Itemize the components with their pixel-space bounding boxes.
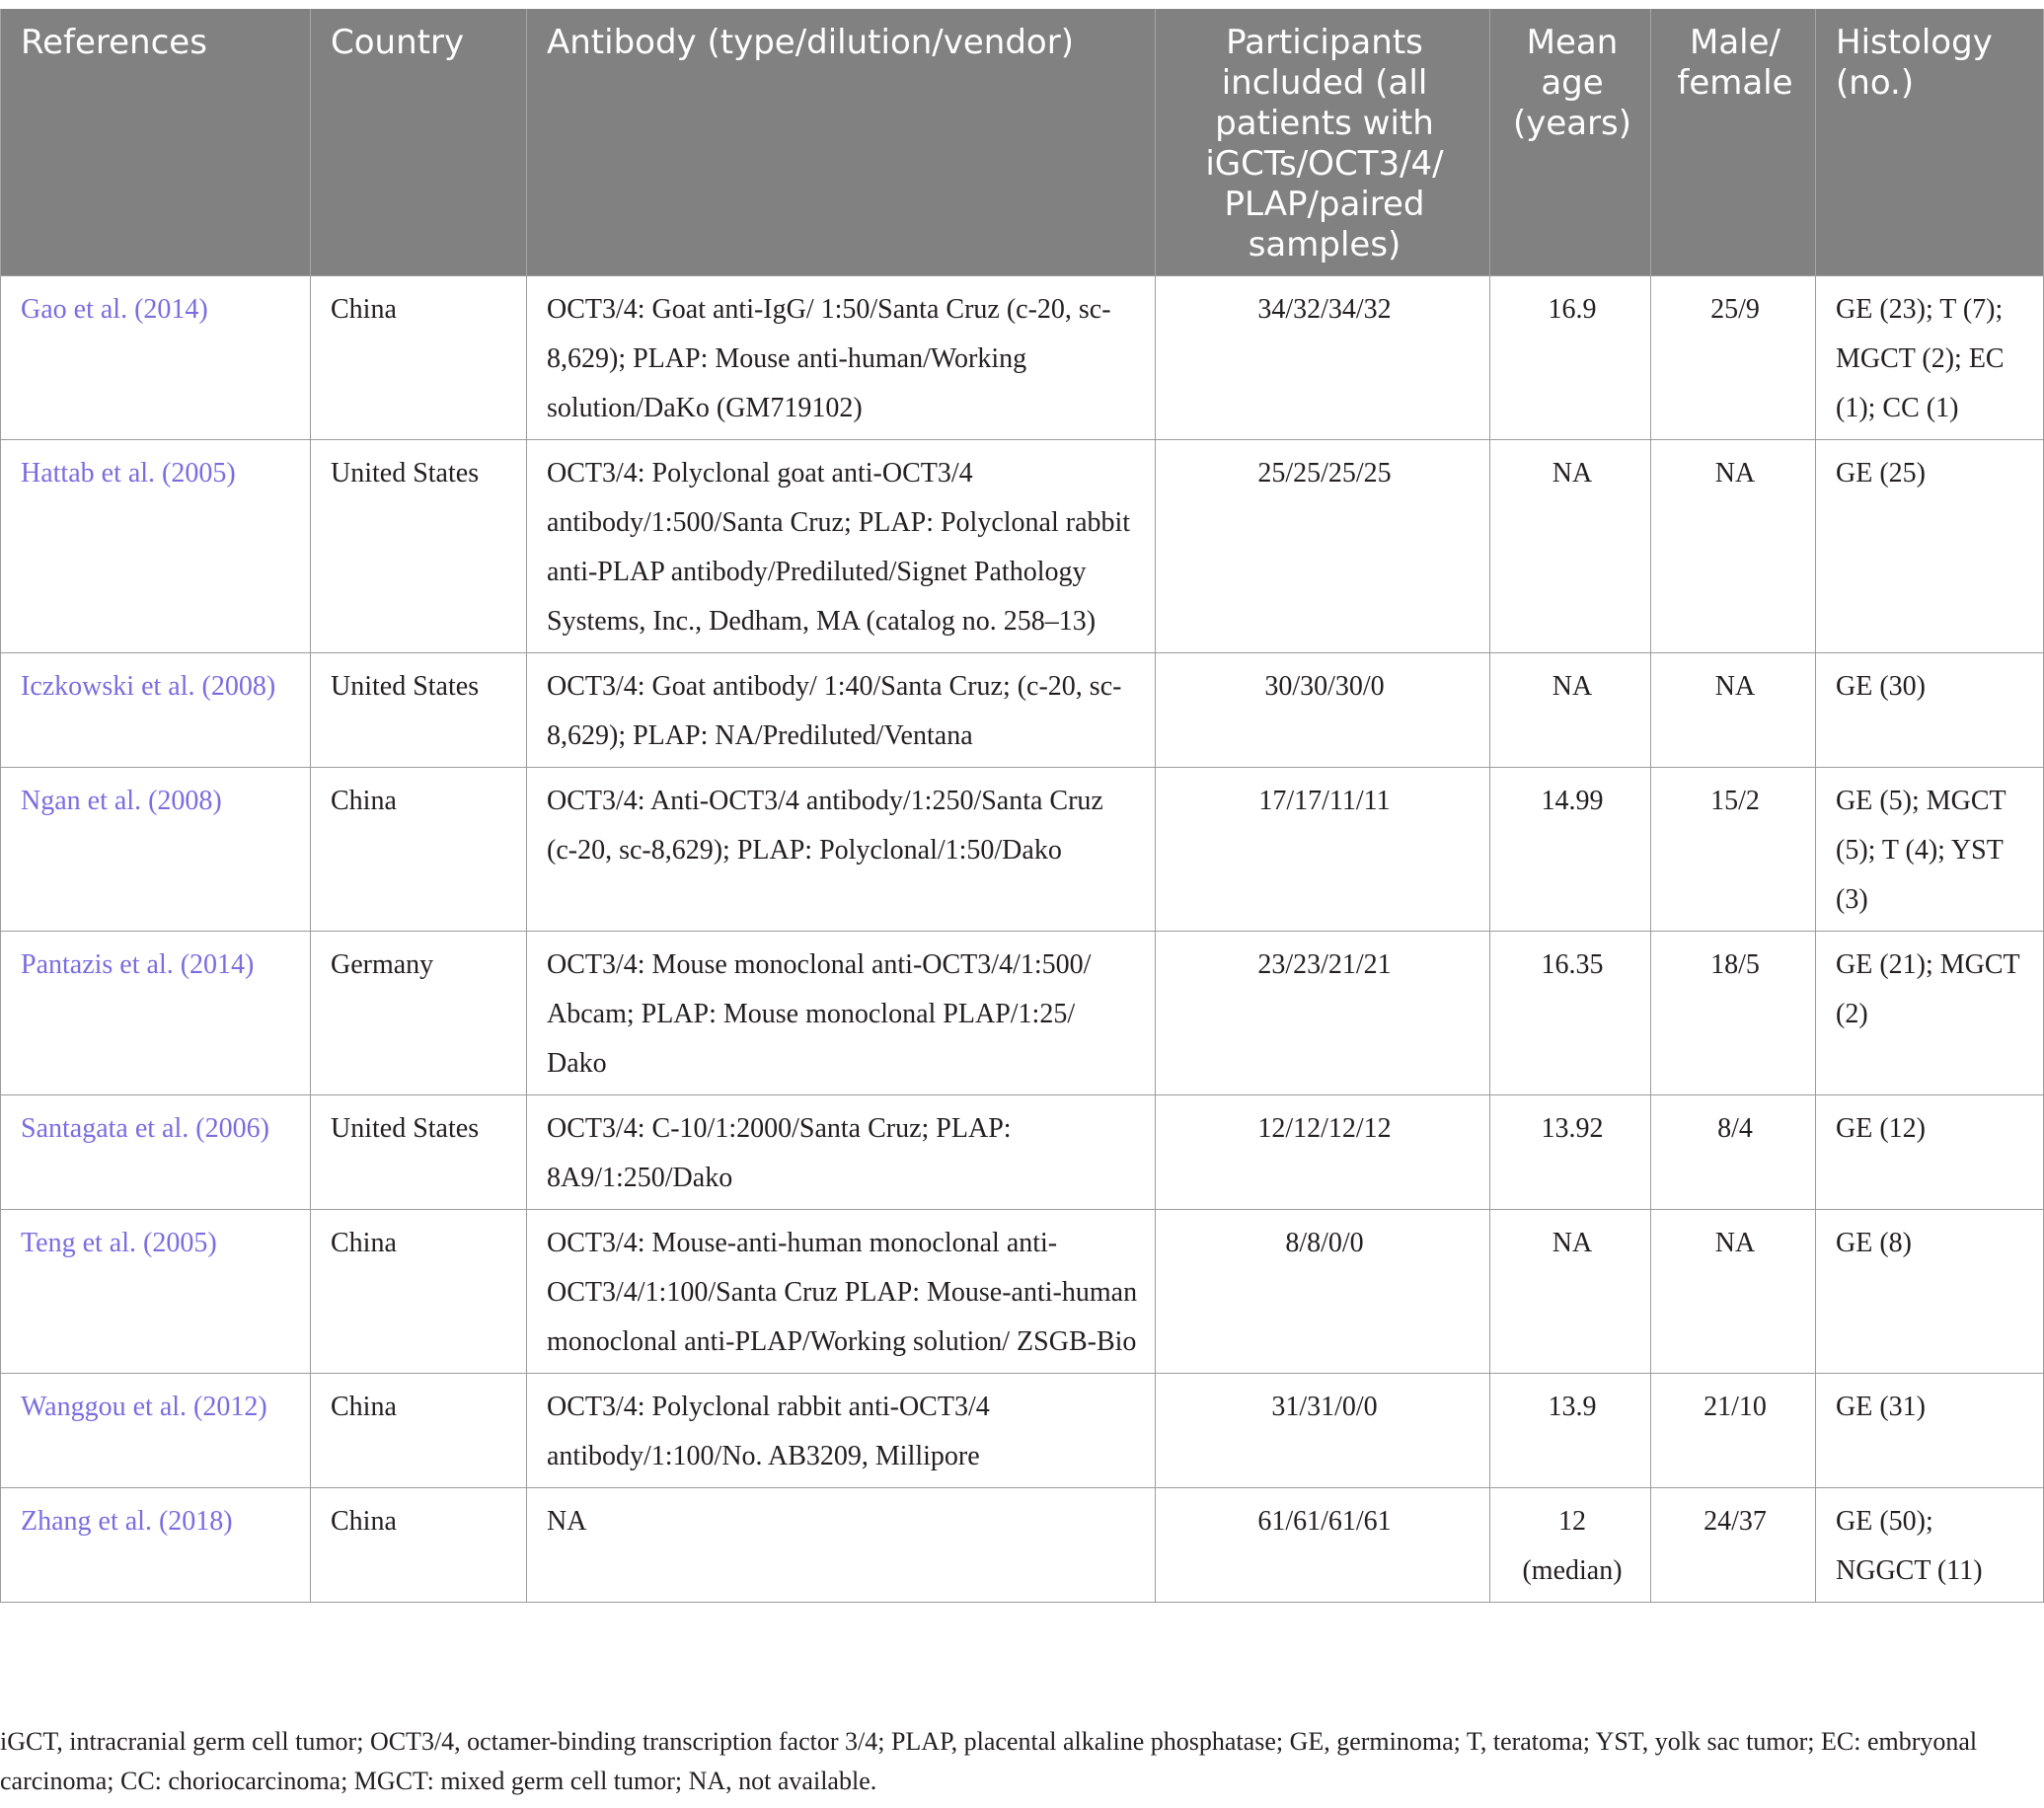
reference-link[interactable]: Hattab et al. (2005) <box>1 440 311 653</box>
mean-age-cell: 14.99 <box>1490 768 1651 932</box>
header-mean-age: Mean age (years) <box>1490 9 1651 276</box>
studies-table <box>0 9 2044 1603</box>
mean-age-cell: 13.9 <box>1490 1374 1651 1488</box>
male-female-cell: NA <box>1651 653 1816 768</box>
mean-age-cell: 16.9 <box>1490 276 1651 440</box>
table-row <box>1 1374 2044 1488</box>
reference-link[interactable]: Teng et al. (2005) <box>1 1210 311 1374</box>
reference-link[interactable]: Wanggou et al. (2012) <box>1 1374 311 1488</box>
header-participants: Participants included (all patients with iGCTs/OCT3/4/ PLAP/paired samples) <box>1156 9 1490 276</box>
country-cell: United States <box>311 440 527 653</box>
histology-cell: GE (50); NGGCT (11) <box>1816 1488 2044 1603</box>
participants-cell: 23/23/21/21 <box>1156 932 1490 1095</box>
antibody-cell: OCT3/4: Mouse-anti-human monoclonal anti-OCT3/4/1:100/Santa Cruz PLAP: Mouse-anti-human monoclonal anti-PLAP/Working solution/ ZSGB-Bio <box>527 1210 1156 1374</box>
reference-link[interactable]: Pantazis et al. (2014) <box>1 932 311 1095</box>
table-row <box>1 653 2044 768</box>
mean-age-cell: 13.92 <box>1490 1095 1651 1210</box>
antibody-cell: OCT3/4: Polyclonal goat anti-OCT3/4 antibody/1:500/Santa Cruz; PLAP: Polyclonal rabbit anti-PLAP antibody/Prediluted/Signet Pathology Systems, Inc., Dedham, MA (catalog no. 258–13) <box>527 440 1156 653</box>
participants-cell: 61/61/61/61 <box>1156 1488 1490 1603</box>
mean-age-cell: NA <box>1490 1210 1651 1374</box>
header-male-female: Male/ female <box>1651 9 1816 276</box>
country-cell: United States <box>311 653 527 768</box>
antibody-cell: OCT3/4: Goat antibody/ 1:40/Santa Cruz; (c-20, sc-8,629); PLAP: NA/Prediluted/Ventana <box>527 653 1156 768</box>
mean-age-cell: 16.35 <box>1490 932 1651 1095</box>
footnote-text: iGCT, intracranial germ cell tumor; OCT3/4, octamer-binding transcription factor 3/4; PLAP, placental alkaline phosphatase; GE, germinoma; T, teratoma; YST, yolk sac tumor; EC: embryonal carcinoma; CC: choriocarcinoma; MGCT: mixed germ cell tumor; NA, not available. <box>0 1727 1978 1795</box>
male-female-cell: 21/10 <box>1651 1374 1816 1488</box>
participants-cell: 31/31/0/0 <box>1156 1374 1490 1488</box>
mean-age-cell: NA <box>1490 653 1651 768</box>
table-row <box>1 1095 2044 1210</box>
histology-cell: GE (30) <box>1816 653 2044 768</box>
reference-link[interactable]: Ngan et al. (2008) <box>1 768 311 932</box>
reference-link[interactable]: Gao et al. (2014) <box>1 276 311 440</box>
male-female-cell: 25/9 <box>1651 276 1816 440</box>
reference-link[interactable]: Iczkowski et al. (2008) <box>1 653 311 768</box>
mean-age-cell: NA <box>1490 440 1651 653</box>
antibody-cell: OCT3/4: C-10/1:2000/Santa Cruz; PLAP: 8A9/1:250/Dako <box>527 1095 1156 1210</box>
country-cell: China <box>311 1488 527 1603</box>
male-female-cell: 24/37 <box>1651 1488 1816 1603</box>
male-female-cell: 8/4 <box>1651 1095 1816 1210</box>
histology-cell: GE (23); T (7); MGCT (2); EC (1); CC (1) <box>1816 276 2044 440</box>
table-row <box>1 440 2044 653</box>
header-antibody: Antibody (type/dilution/vendor) <box>527 9 1156 276</box>
country-cell: China <box>311 276 527 440</box>
participants-cell: 17/17/11/11 <box>1156 768 1490 932</box>
table-row <box>1 1210 2044 1374</box>
table-header-row <box>1 9 2044 276</box>
male-female-cell: NA <box>1651 1210 1816 1374</box>
antibody-cell: OCT3/4: Polyclonal rabbit anti-OCT3/4 antibody/1:100/No. AB3209, Millipore <box>527 1374 1156 1488</box>
participants-cell: 34/32/34/32 <box>1156 276 1490 440</box>
header-histology: Histology (no.) <box>1816 9 2044 276</box>
participants-cell: 30/30/30/0 <box>1156 653 1490 768</box>
antibody-cell: NA <box>527 1488 1156 1603</box>
histology-cell: GE (12) <box>1816 1095 2044 1210</box>
table-row <box>1 276 2044 440</box>
histology-cell: GE (31) <box>1816 1374 2044 1488</box>
male-female-cell: 18/5 <box>1651 932 1816 1095</box>
antibody-cell: OCT3/4: Anti-OCT3/4 antibody/1:250/Santa Cruz (c-20, sc-8,629); PLAP: Polyclonal/1:50/Dako <box>527 768 1156 932</box>
country-cell: China <box>311 1210 527 1374</box>
male-female-cell: 15/2 <box>1651 768 1816 932</box>
mean-age-cell: 12 (median) <box>1490 1488 1651 1603</box>
participants-cell: 25/25/25/25 <box>1156 440 1490 653</box>
histology-cell: GE (5); MGCT (5); T (4); YST (3) <box>1816 768 2044 932</box>
country-cell: United States <box>311 1095 527 1210</box>
table-row <box>1 1488 2044 1603</box>
reference-link[interactable]: Zhang et al. (2018) <box>1 1488 311 1603</box>
table-row <box>1 768 2044 932</box>
country-cell: China <box>311 1374 527 1488</box>
table-row <box>1 932 2044 1095</box>
country-cell: China <box>311 768 527 932</box>
histology-cell: GE (21); MGCT (2) <box>1816 932 2044 1095</box>
participants-cell: 12/12/12/12 <box>1156 1095 1490 1210</box>
header-country: Country <box>311 9 527 276</box>
reference-link[interactable]: Santagata et al. (2006) <box>1 1095 311 1210</box>
antibody-cell: OCT3/4: Mouse monoclonal anti-OCT3/4/1:500/ Abcam; PLAP: Mouse monoclonal PLAP/1:25/ Dako <box>527 932 1156 1095</box>
participants-cell: 8/8/0/0 <box>1156 1210 1490 1374</box>
country-cell: Germany <box>311 932 527 1095</box>
table-footnote <box>0 1722 2044 1801</box>
male-female-cell: NA <box>1651 440 1816 653</box>
histology-cell: GE (25) <box>1816 440 2044 653</box>
header-references: References <box>1 9 311 276</box>
antibody-cell: OCT3/4: Goat anti-IgG/ 1:50/Santa Cruz (c-20, sc-8,629); PLAP: Mouse anti-human/Working solution/DaKo (GM719102) <box>527 276 1156 440</box>
histology-cell: GE (8) <box>1816 1210 2044 1374</box>
